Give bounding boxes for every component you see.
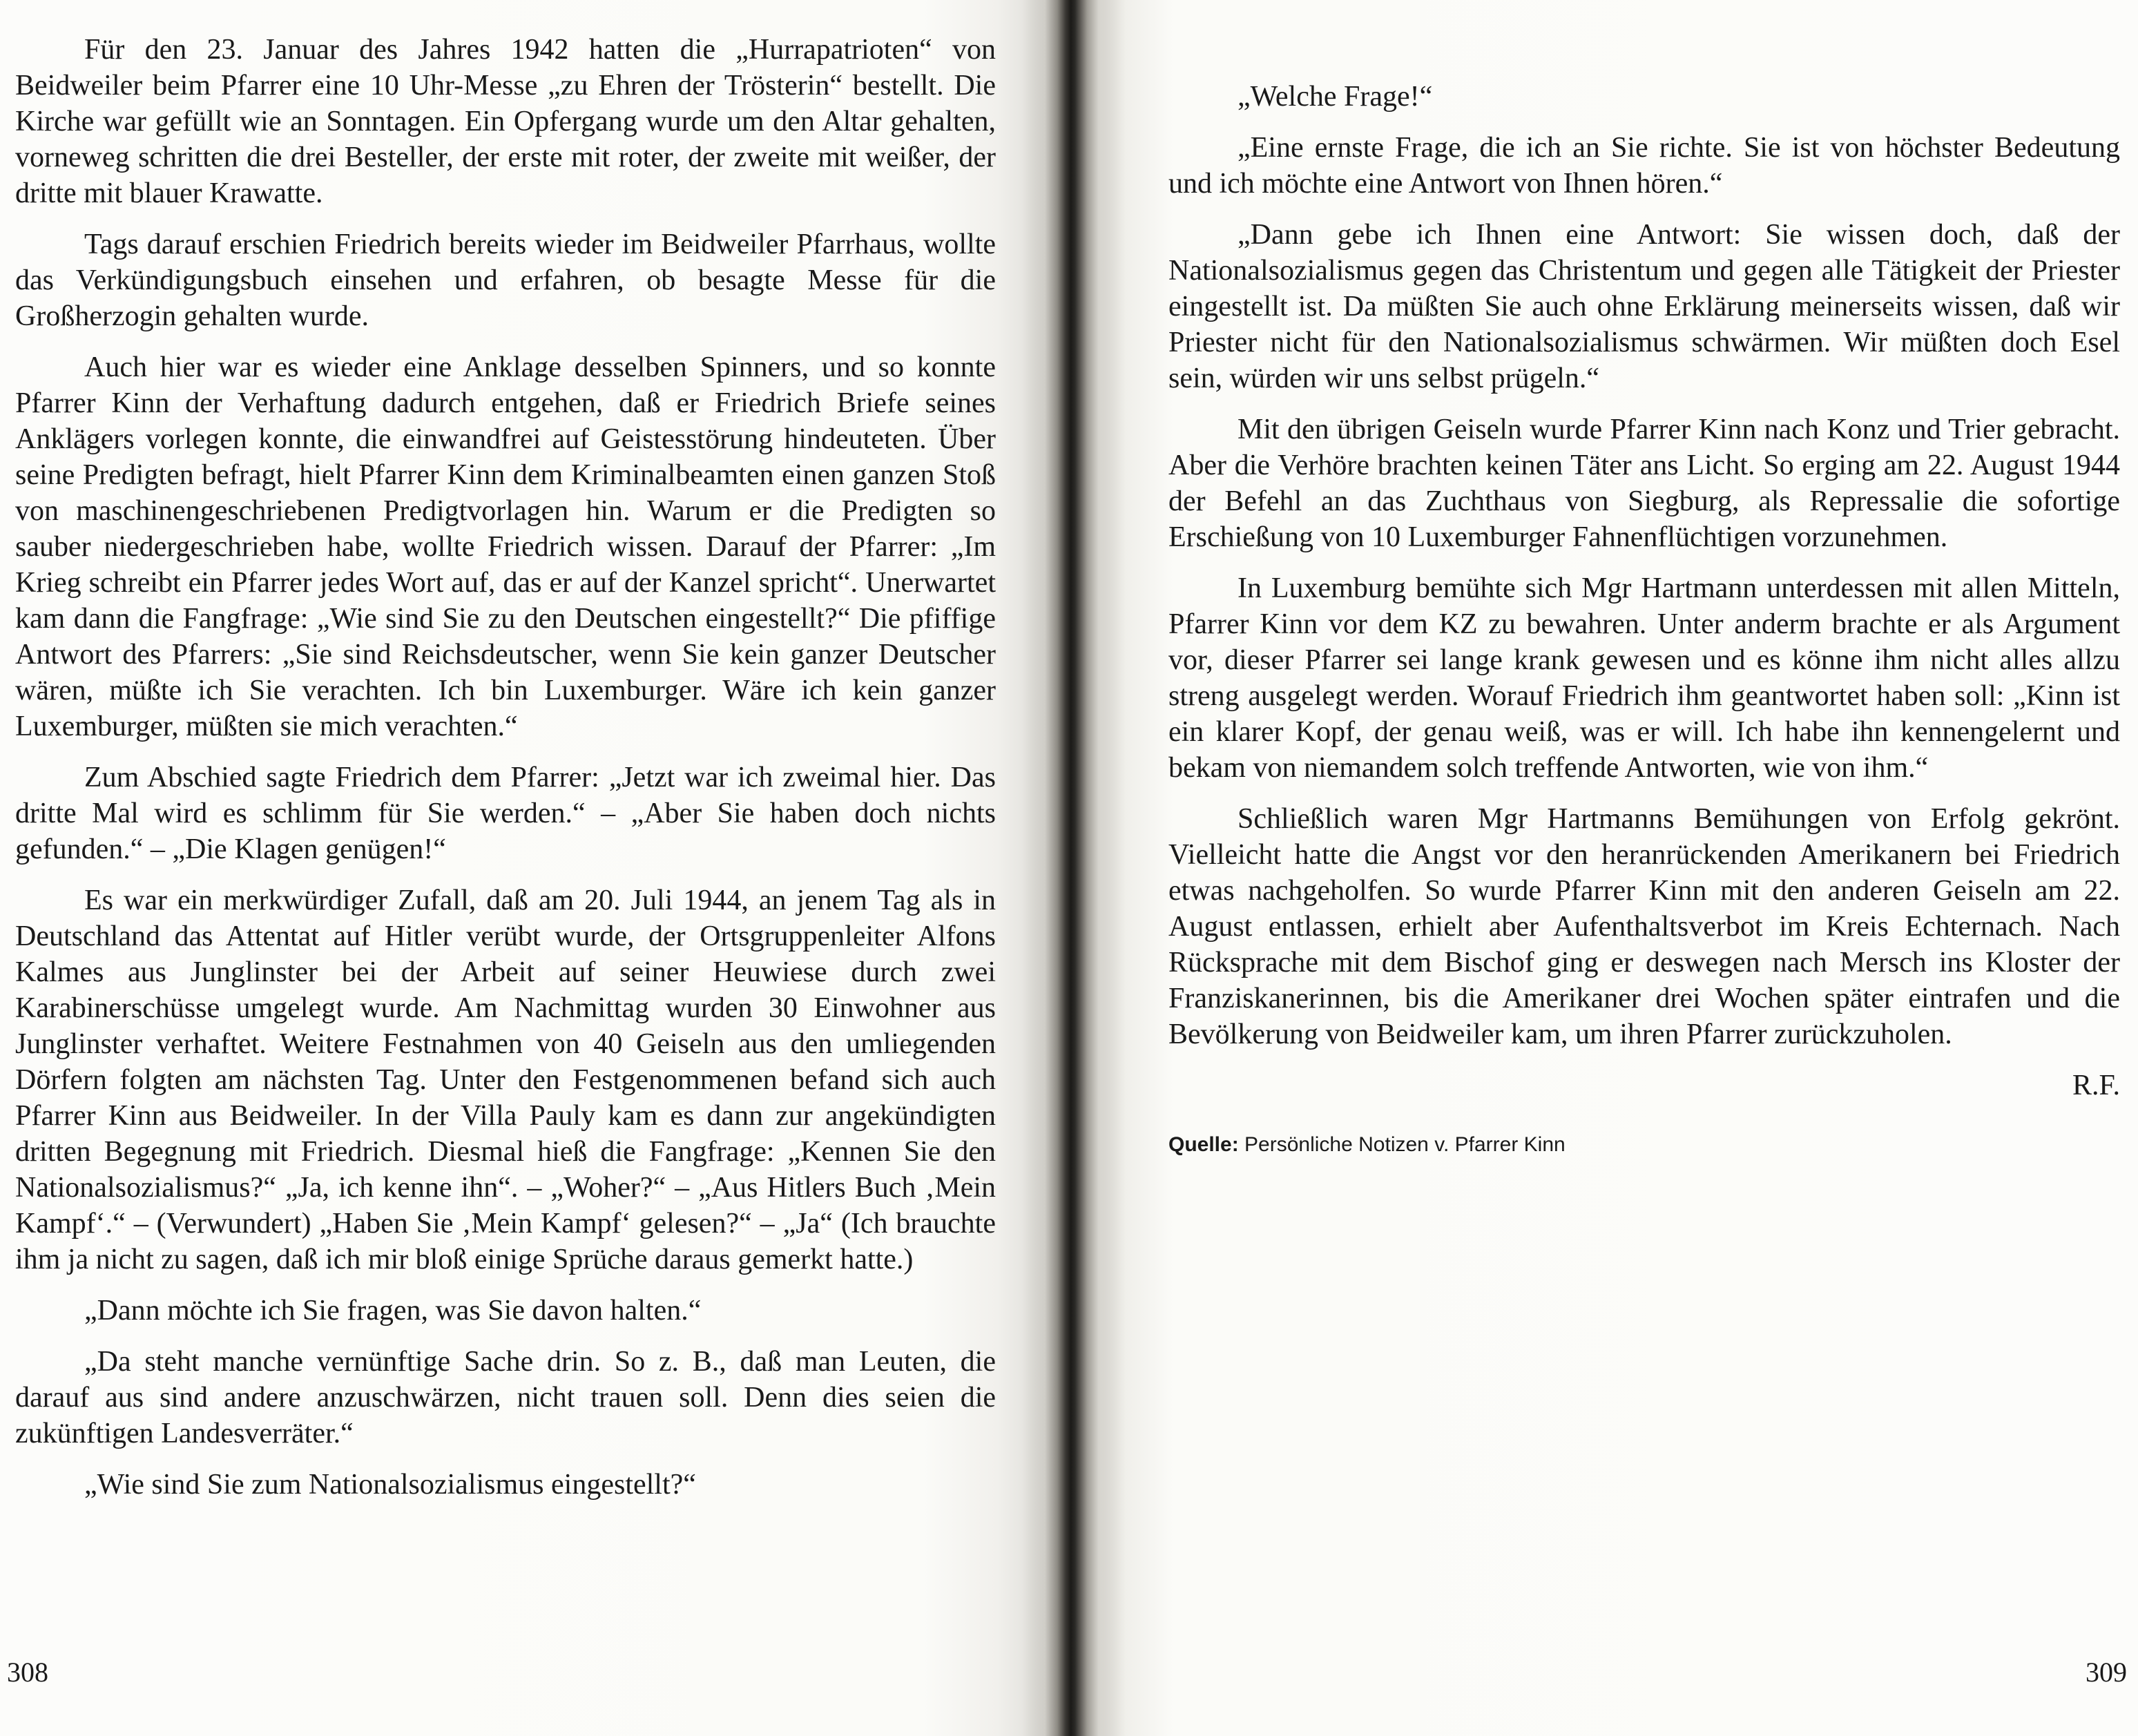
book-gutter-shadow xyxy=(1022,0,1126,1736)
author-signature: R.F. xyxy=(2072,1070,2120,1101)
page-number-right: 309 xyxy=(2086,1657,2127,1688)
left-paragraph-7: „Da steht manche vernünftige Sache drin. So z. B., daß man Leuten, die darauf aus sind andere anzuschwärzen, nicht trauen soll. Denn dies seien die zukünftigen Landesverräter.“ xyxy=(15,1346,996,1449)
right-page-text xyxy=(1168,79,2120,1159)
left-paragraph-3: Auch hier war es wieder eine Anklage desselben Spinners, und so konnte Pfarrer Kinn der Verhaftung dadurch entgehen, daß er Friedrich Briefe seines Anklägers vorlegen konnte, die einwandfrei auf Geistesstörung hindeuteten. Über seine Predigten befragt, hielt Pfarrer Kinn dem Kriminalbeamten einen ganzen Stoß von maschinengeschriebenen Predigtvorlagen hin. Warum er die Predigten so sauber niedergeschrieben habe, wollte Friedrich wissen. Darauf der Pfarrer: „Im Krieg schreibt ein Pfarrer jedes Wort auf, das er auf der Kanzel spricht“. Unerwartet kam dann die Fangfrage: „Wie sind Sie zu den Deutschen eingestellt?“ Die pfiffige Antwort des Pfarrers: „Sie sind Reichsdeutscher, wenn Sie kein ganzer Deutscher wären, müßte ich Sie verachten. Ich bin Luxemburger. Wäre ich kein ganzer Luxemburger, müßten sie mich verachten.“ xyxy=(15,351,996,742)
right-paragraph-4: Mit den übrigen Geiseln wurde Pfarrer Kinn nach Konz und Trier gebracht. Aber die Verhöre brachten keinen Täter ans Licht. So erging am 22. August 1944 der Befehl an das Zuchthaus von Siegburg, als Repressalie die sofortige Erschießung von 10 Luxemburger Fahnenflüchtigen vorzunehmen. xyxy=(1168,414,2120,553)
page-number-left: 308 xyxy=(7,1657,48,1688)
right-paragraph-6: Schließlich waren Mgr Hartmanns Bemühungen von Erfolg gekrönt. Vielleicht hatte die Angst vor den heranrückenden Amerikanern bei Friedrich etwas nachgeholfen. So wurde Pfarrer Kinn mit den anderen Geiseln am 22. August entlassen, erhielt aber Aufenthaltsverbot im Kreis Echternach. Nach Rücksprache mit dem Bischof ging er deswegen nach Mersch ins Kloster der Franziskanerinnen, bis die Amerikaner drei Wochen später eintrafen und die Bevölkerung von Beidweiler kam, um ihren Pfarrer zurückzuholen. xyxy=(1168,803,2120,1050)
left-page xyxy=(0,0,1050,1736)
left-page-text xyxy=(15,32,996,1518)
source-note xyxy=(1168,1131,2120,1159)
right-paragraph-1: „Welche Frage!“ xyxy=(1237,81,1433,113)
right-paragraph-2: „Eine ernste Frage, die ich an Sie richte. Sie ist von höchster Bedeutung und ich möchte eine Antwort von Ihnen hören.“ xyxy=(1168,132,2120,200)
left-paragraph-1: Für den 23. Januar des Jahres 1942 hatten die „Hurrapatrioten“ von Beidweiler beim Pfarrer eine 10 Uhr-Messe „zu Ehren der Trösterin“ bestellt. Die Kirche war gefüllt wie an Sonntagen. Ein Opfergang wurde um den Altar gehalten, vorneweg schritten die drei Besteller, der erste mit roter, der zweite mit weißer, der dritte mit blauer Krawatte. xyxy=(15,34,996,209)
source-text: Persönliche Notizen v. Pfarrer Kinn xyxy=(1244,1133,1566,1156)
left-paragraph-2: Tags darauf erschien Friedrich bereits wieder im Beidweiler Pfarrhaus, wollte das Verkündigungsbuch einsehen und erfahren, ob besagte Messe für die Großherzogin gehalten wurde. xyxy=(15,229,996,332)
left-paragraph-4: Zum Abschied sagte Friedrich dem Pfarrer: „Jetzt war ich zweimal hier. Das dritte Mal wird es schlimm für Sie werden.“ – „Aber Sie haben doch nichts gefunden.“ – „Die Klagen genügen!“ xyxy=(15,762,996,865)
right-paragraph-3: „Dann gebe ich Ihnen eine Antwort: Sie wissen doch, daß der Nationalsozialismus gegen das Christentum und gegen alle Tätigkeit der Priester eingestellt ist. Da müßten Sie auch ohne Erklärung meinerseits wissen, daß wir Priester nicht für den Nationalsozialismus schwärmen. Wir müßten doch Esel sein, würden wir uns selbst prügeln.“ xyxy=(1168,219,2120,394)
source-label: Quelle: xyxy=(1168,1133,1239,1156)
left-paragraph-5: Es war ein merkwürdiger Zufall, daß am 20. Juli 1944, an jenem Tag als in Deutschland das Attentat auf Hitler verübt wurde, der Ortsgruppenleiter Alfons Kalmes aus Junglinster bei der Arbeit auf seiner Heuwiese durch zwei Karabinerschüsse umgelegt wurde. Am Nachmittag wurden 30 Einwohner aus Junglinster verhaftet. Weitere Festnahmen von 40 Geiseln aus den umliegenden Dörfern folgten am nächsten Tag. Unter den Festgenommenen befand sich auch Pfarrer Kinn aus Beidweiler. In der Villa Pauly kam es dann zur angekündigten dritten Begegnung mit Friedrich. Diesmal hieß die Fangfrage: „Kennen Sie den Nationalsozialismus?“ „Ja, ich kenne ihn“. – „Woher?“ – „Aus Hitlers Buch ‚Mein Kampf‘.“ – (Verwundert) „Haben Sie ‚Mein Kampf‘ gelesen?“ – „Ja“ (Ich brauchte ihm ja nicht zu sagen, daß ich mir bloß einige Sprüche daraus gemerkt hatte.) xyxy=(15,885,996,1275)
left-paragraph-6: „Dann möchte ich Sie fragen, was Sie davon halten.“ xyxy=(84,1295,702,1327)
left-paragraph-8: „Wie sind Sie zum Nationalsozialismus eingestellt?“ xyxy=(84,1469,696,1501)
right-paragraph-5: In Luxemburg bemühte sich Mgr Hartmann unterdessen mit allen Mitteln, Pfarrer Kinn vor dem KZ zu bewahren. Unter anderm brachte er als Argument vor, dieser Pfarrer sei lange krank gewesen und es könne ihm nicht alles allzu streng ausgelegt werden. Worauf Friedrich ihm geantwortet haben soll: „Kinn ist ein klarer Kopf, der genau weiß, was er will. Ich habe ihn kennengelernt und bekam von niemandem solch treffende Antworten, wie von ihm.“ xyxy=(1168,572,2120,784)
